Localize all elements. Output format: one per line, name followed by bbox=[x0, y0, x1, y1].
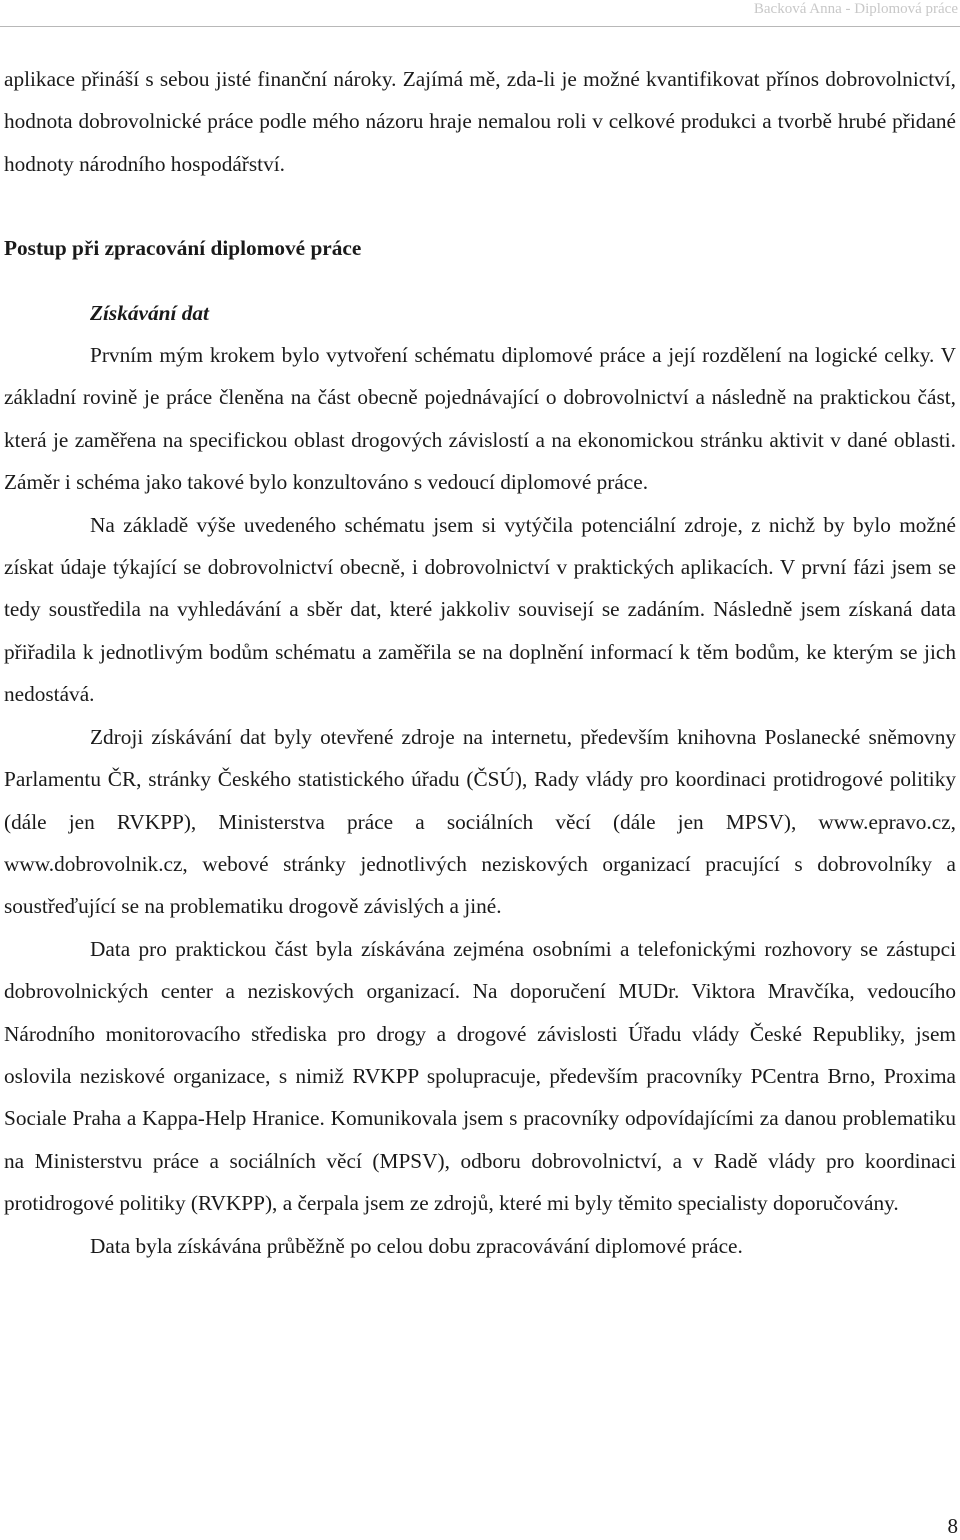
section-heading: Postup při zpracování diplomové práce bbox=[4, 236, 362, 261]
page-number: 8 bbox=[947, 1514, 958, 1538]
subsection-heading: Získávání dat bbox=[90, 300, 209, 325]
document-body bbox=[4, 58, 956, 1267]
running-header: Backová Anna - Diplomová práce bbox=[753, 1, 958, 17]
paragraph-intro: aplikace přináší s sebou jisté finanční nároky. Zajímá mě, zda-li je možné kvantifikovat přínos dobrovolnictví, hodnota dobrovolnické práce podle mého názoru hraje nemalou roli v celkové produkci a tvorbě hrubé přidané hodnoty národního hospodářství. bbox=[4, 67, 956, 176]
header-divider bbox=[0, 26, 960, 27]
paragraph-5: Data byla získávána průběžně po celou dobu zpracovávání diplomové práce. bbox=[90, 1233, 743, 1258]
paragraph-4: Data pro praktickou část byla získávána zejména osobními a telefonickými rozhovory se zástupci dobrovolnických center a neziskových organizací. Na doporučení MUDr. Viktora Mravčíka, vedoucího Národního monitorovacího střediska pro drogy a drogové závislosti Úřadu vlády České Republiky, jsem oslovila neziskové organizace, s nimiž RVKPP spolupracuje, především pracovníky PCentra Brno, Proxima Sociale Praha a Kappa-Help Hranice. Komunikovala jsem s pracovníky odpovídajícími za danou problematiku na Ministerstvu práce a sociálních věcí (MPSV), odboru dobrovolnictví, a v Radě vlády pro koordinaci protidrogové politiky (RVKPP), a čerpala jsem ze zdrojů, které mi byly těmito specialisty doporučovány. bbox=[4, 936, 956, 1216]
paragraph-1: Prvním mým krokem bylo vytvoření schématu diplomové práce a její rozdělení na logické celky. V základní rovině je práce členěna na část obecně pojednávající o dobrovolnictví a následně na praktickou část, která je zaměřena na specifickou oblast drogových závislostí a na ekonomickou stránku aktivit v dané oblasti. Záměr i schéma jako takové bylo konzultováno s vedoucí diplomové práce. bbox=[4, 343, 956, 495]
paragraph-2: Na základě výše uvedeného schématu jsem si vytýčila potenciální zdroje, z nichž by bylo možné získat údaje týkající se dobrovolnictví obecně, i dobrovolnictví v praktických aplikacích. V první fázi jsem se tedy soustředila na vyhledávání a sběr dat, které jakkoliv souvisejí se zadáním. Následně jsem získaná data přiřadila k jednotlivým bodům schématu a zaměřila se na doplnění informací k těm bodům, ke kterým se jich nedostává. bbox=[4, 512, 956, 707]
paragraph-3: Zdroji získávání dat byly otevřené zdroje na internetu, především knihovna Poslanecké sněmovny Parlamentu ČR, stránky Českého statistického úřadu (ČSÚ), Rady vlády pro koordinaci protidrogové politiky (dále jen RVKPP), Ministerstva práce a sociálních věcí (dále jen MPSV), www.epravo.cz, www.dobrovolnik.cz, webové stránky jednotlivých neziskových organizací pracující s dobrovolníky a soustřeďující se na problematiku drogově závislých a jiné. bbox=[4, 724, 956, 919]
